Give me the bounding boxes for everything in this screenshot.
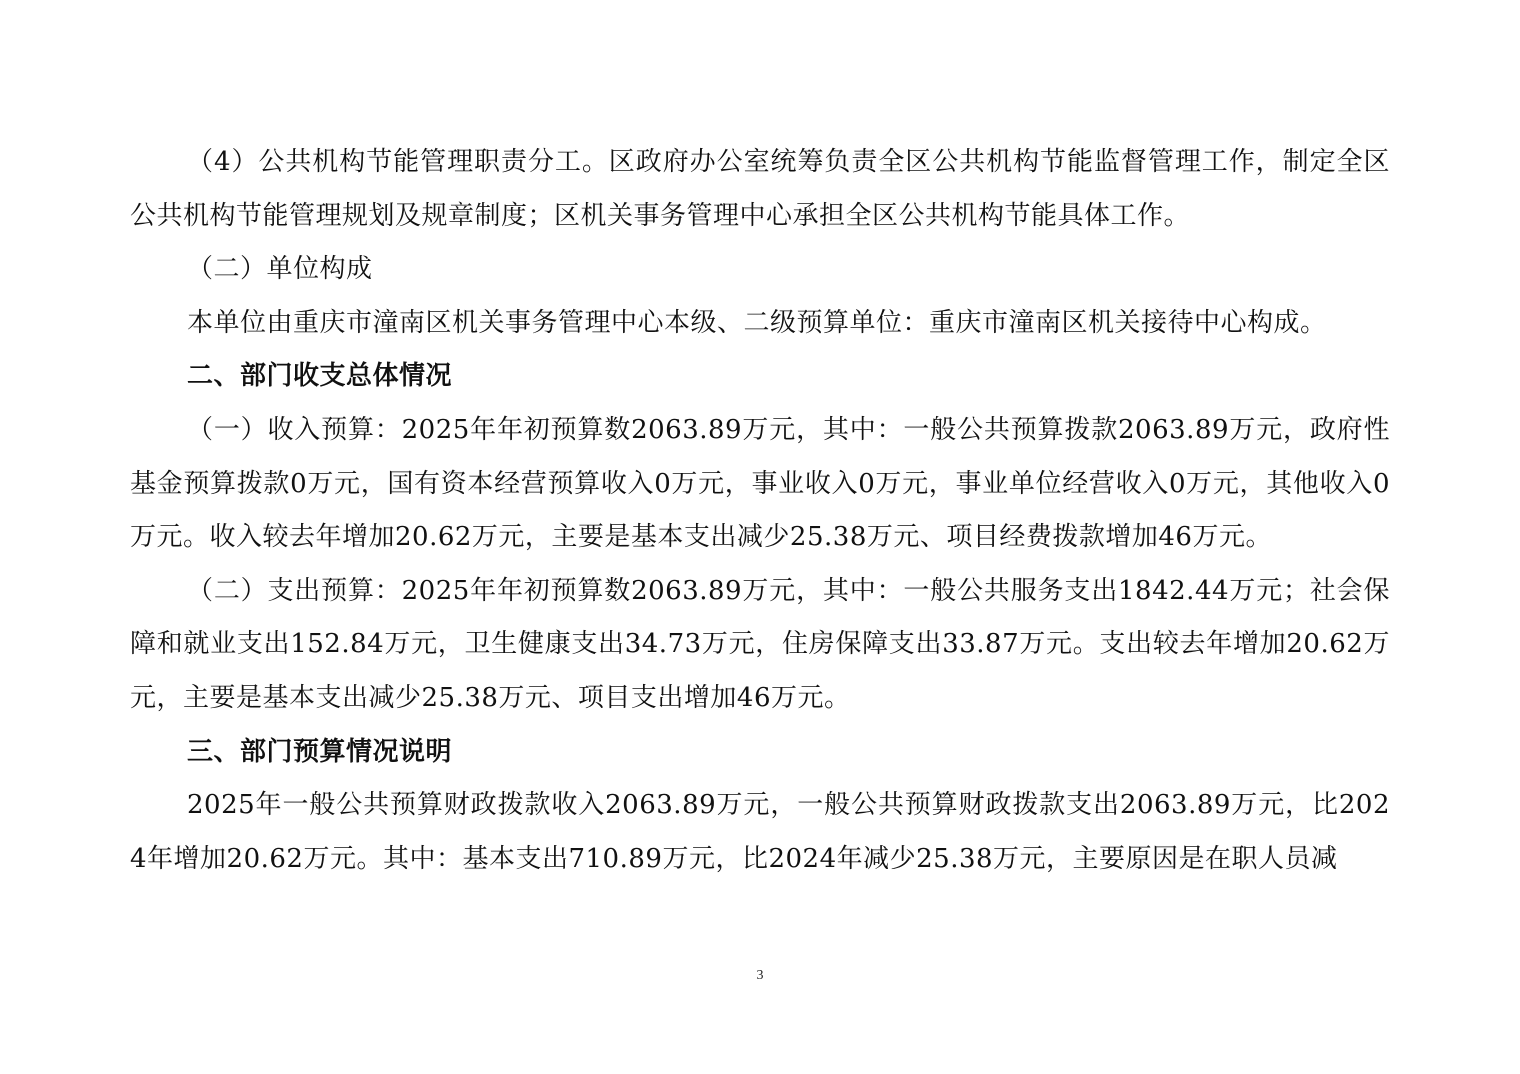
paragraph-expenditure-budget: （二）支出预算：2025年年初预算数2063.89万元，其中：一般公共服务支出1842.44万元；社会保障和就业支出152.84万元，卫生健康支出34.73万元，住房保障支出33.87万元。支出较去年增加20.62万元，主要是基本支出减少25.38万元、项目支出增加46万元。 <box>130 575 1390 713</box>
section-heading-budget-explanation: 三、部门预算情况说明 <box>187 736 453 767</box>
paragraph-energy-management-duties: （4）公共机构节能管理职责分工。区政府办公室统筹负责全区公共机构节能监督管理工作，制定全区公共机构节能管理规划及规章制度；区机关事务管理中心承担全区公共机构节能具体工作。 <box>130 147 1390 231</box>
paragraph-revenue-budget: （一）收入预算：2025年年初预算数2063.89万元，其中：一般公共预算拨款2063.89万元，政府性基金预算拨款0万元，国有资本经营预算收入0万元，事业收入0万元，事业单位经营收入0万元，其他收入0万元。收入较去年增加20.62万元，主要是基本支出减少25.38万元、项目经费拨款增加46万元。 <box>130 414 1390 553</box>
paragraph-unit-composition: 本单位由重庆市潼南区机关事务管理中心本级、二级预算单位：重庆市潼南区机关接待中心构成。 <box>187 307 1327 338</box>
document-body <box>130 136 1390 886</box>
paragraph-budget-explanation: 2025年一般公共预算财政拨款收入2063.89万元，一般公共预算财政拨款支出2063.89万元，比2024年增加20.62万元。其中：基本支出710.89万元，比2024年减少25.38万元，主要原因是在职人员减 <box>130 790 1390 874</box>
section-heading-revenue-expenditure: 二、部门收支总体情况 <box>187 361 453 392</box>
subheading-unit-composition: （二）单位构成 <box>187 254 373 285</box>
page-number: 3 <box>756 968 764 983</box>
